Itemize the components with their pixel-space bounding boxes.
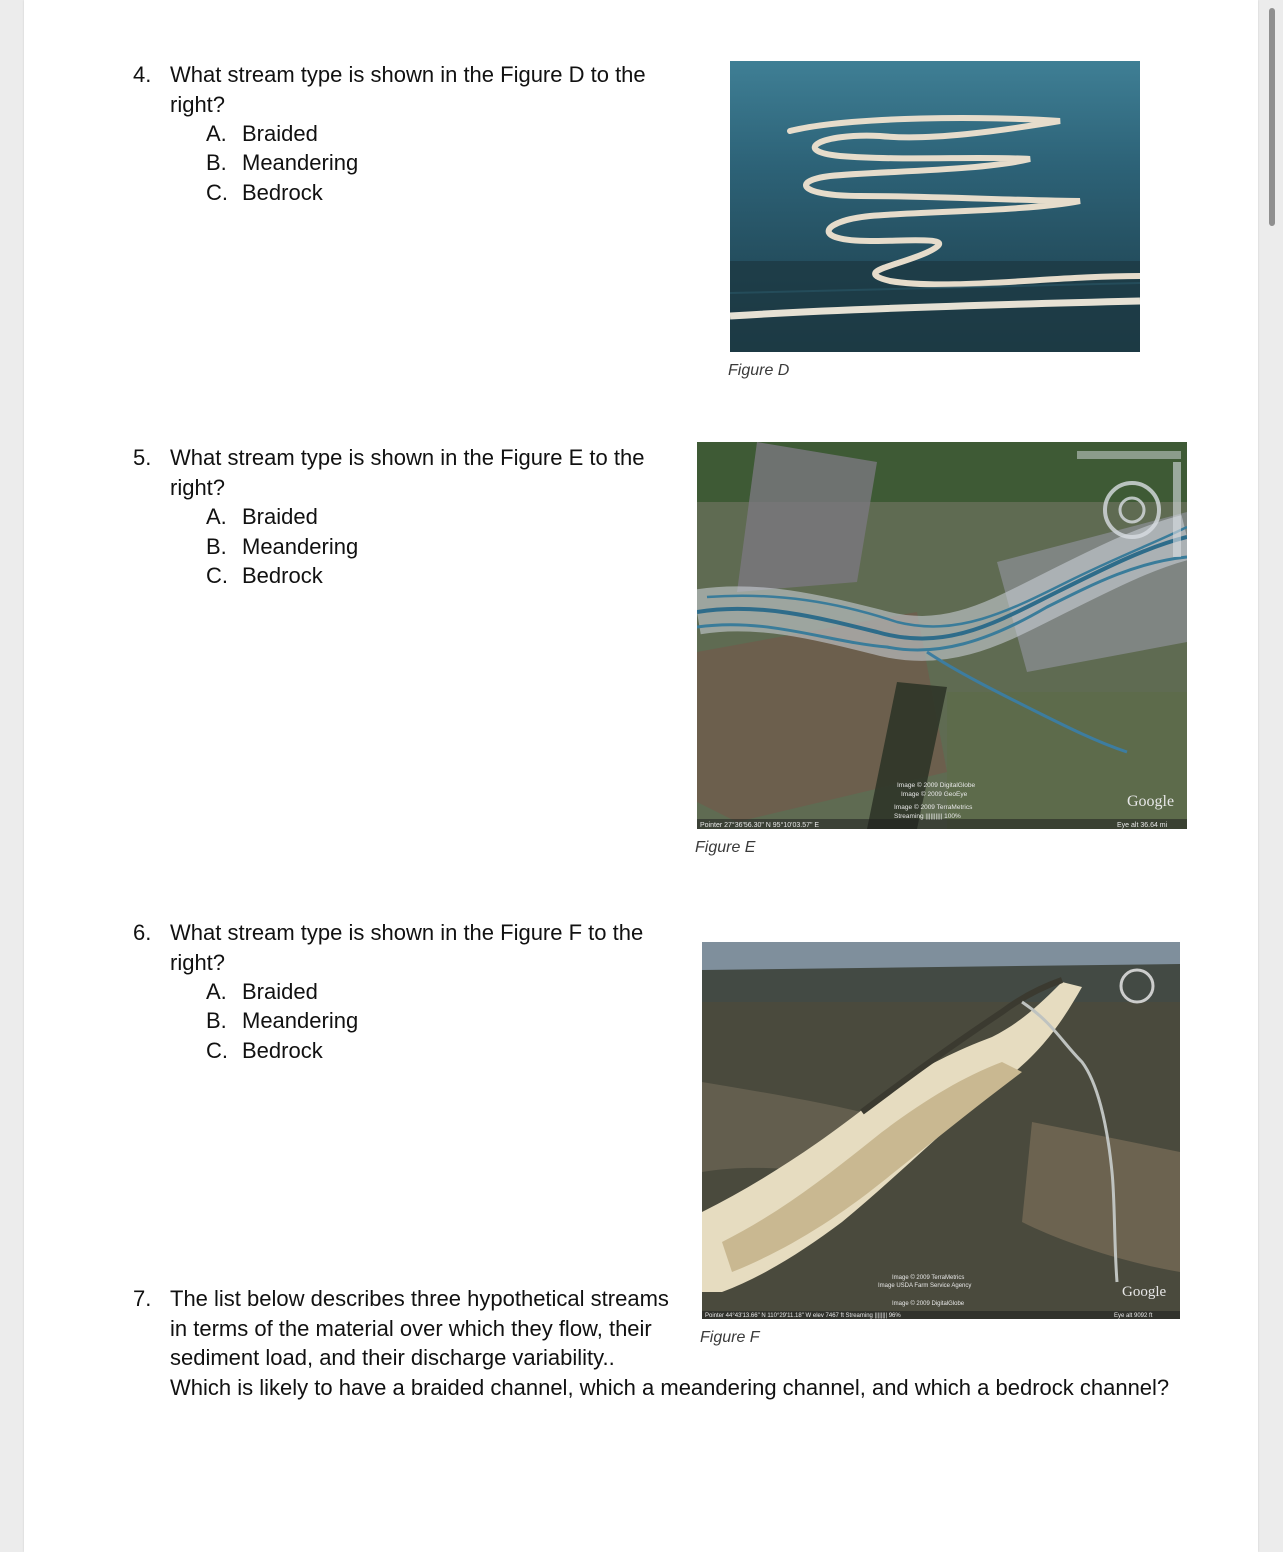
- document-page: [24, 0, 1258, 1552]
- question-stem: What stream type is shown in the Figure D to the right?: [170, 62, 646, 117]
- option-text: Meandering: [242, 534, 359, 559]
- option-letter: A.: [206, 121, 227, 146]
- question-stem-line: The list below describes three hypothetical streams: [170, 1286, 669, 1311]
- question-number: 6.: [133, 920, 152, 945]
- option-letter: C.: [206, 1038, 228, 1063]
- map-credit: Image © 2009 DigitalGlobe: [892, 1301, 965, 1307]
- map-eye-altitude: Eye alt 9092 ft: [1114, 1313, 1153, 1319]
- question-stem-line: in terms of the material over which they flow, their: [170, 1315, 652, 1341]
- google-logo: Google: [1122, 1284, 1167, 1300]
- map-pointer-readout: Pointer 44°43'13.66" N 110°29'11.18" W elev 7467 ft Streaming |||||||| 96%: [705, 1313, 901, 1319]
- figure-f-caption: Figure F: [700, 1329, 760, 1346]
- map-credit: Image © 2009 DigitalGlobe: [897, 782, 976, 789]
- question-7: [133, 1284, 1233, 1404]
- map-credit: Image © 2009 TerraMetrics: [892, 1275, 965, 1281]
- option-letter: A.: [206, 979, 227, 1004]
- option-text: Bedrock: [242, 563, 323, 588]
- figure-d-image: [730, 61, 1140, 352]
- google-logo: Google: [1127, 793, 1175, 810]
- figure-e-image: [697, 442, 1187, 829]
- map-credit: Image © 2009 TerraMetrics: [894, 804, 973, 811]
- scrollbar[interactable]: [1269, 8, 1275, 226]
- option-text: Braided: [242, 979, 318, 1004]
- question-stem: What stream type is shown in the Figure E to the right?: [170, 445, 645, 500]
- option-letter: B.: [206, 1008, 227, 1033]
- question-number: 4.: [133, 62, 152, 87]
- question-number: 7.: [133, 1286, 152, 1311]
- option-letter: B.: [206, 534, 227, 559]
- map-credit: Image © 2009 GeoEye: [901, 791, 968, 798]
- option-text: Meandering: [242, 1008, 359, 1033]
- option-letter: A.: [206, 504, 227, 529]
- question-number: 5.: [133, 445, 152, 470]
- question-6: [133, 918, 673, 978]
- option-text: Braided: [242, 504, 318, 529]
- option-letter: C.: [206, 563, 228, 588]
- figure-d-caption: Figure D: [728, 362, 790, 379]
- option-text: Meandering: [242, 150, 359, 175]
- question-stem-line: sediment load, and their discharge variability..: [170, 1345, 615, 1370]
- option-letter: C.: [206, 180, 228, 205]
- option-text: Bedrock: [242, 180, 323, 205]
- question-5: [133, 443, 673, 503]
- question-4: [133, 60, 673, 120]
- map-streaming: Streaming |||||||||| 100%: [894, 813, 961, 820]
- option-text: Braided: [242, 121, 318, 146]
- map-pointer-readout: Pointer 27°36'56.30" N 95°10'03.57" E: [700, 822, 820, 829]
- option-letter: B.: [206, 150, 227, 175]
- map-eye-altitude: Eye alt 36.64 mi: [1117, 822, 1168, 829]
- option-text: Bedrock: [242, 1038, 323, 1063]
- question-stem: What stream type is shown in the Figure F to the right?: [170, 920, 644, 975]
- figure-e-caption: Figure E: [695, 839, 756, 856]
- map-credit: Image USDA Farm Service Agency: [878, 1283, 972, 1289]
- figure-f-image: [702, 942, 1180, 1319]
- question-prompt: Which is likely to have a braided channel, which a meandering channel, and which a bedrock channel?: [170, 1374, 1170, 1400]
